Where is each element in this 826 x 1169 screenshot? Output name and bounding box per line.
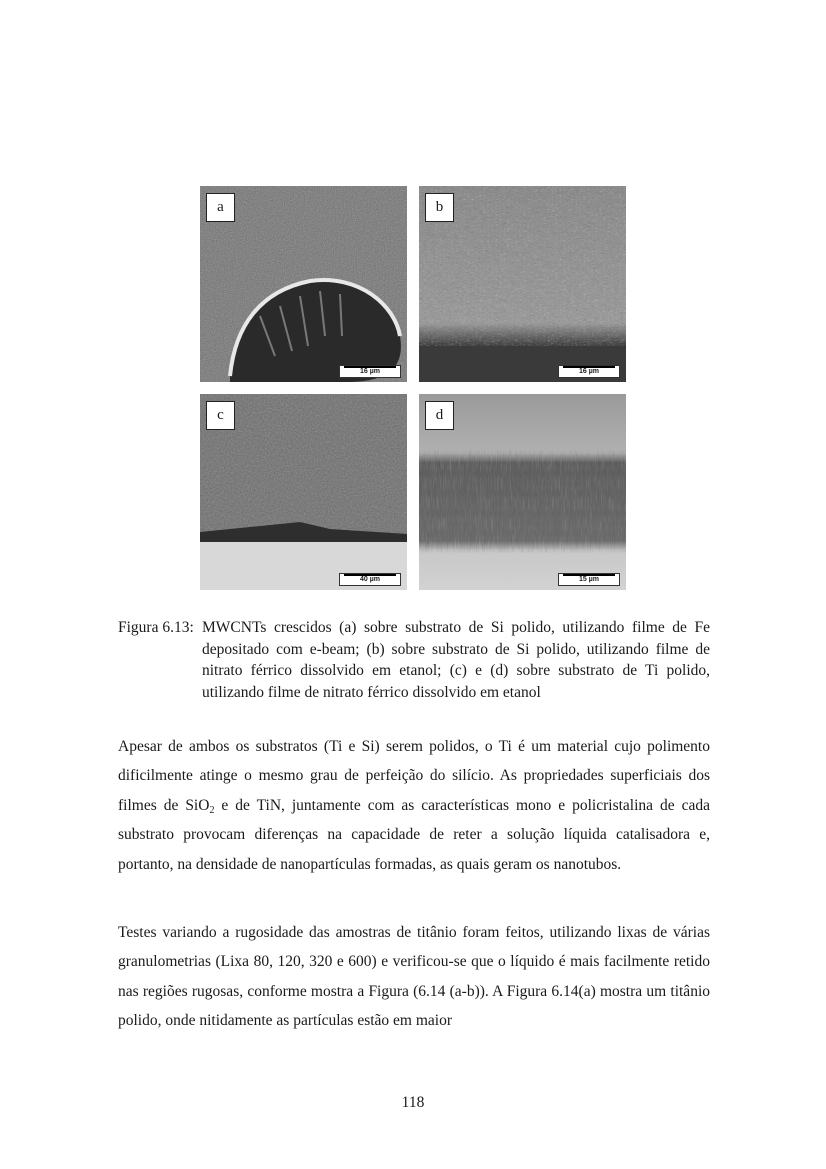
sem-panel-d bbox=[419, 394, 626, 590]
sem-figure bbox=[200, 186, 627, 590]
panel-label-c: c bbox=[206, 401, 235, 430]
scale-bar-b: 16 µm bbox=[558, 365, 620, 378]
sem-panel-a bbox=[200, 186, 407, 382]
panel-label-b: b bbox=[425, 193, 454, 222]
body-paragraph-2: Testes variando a rugosidade das amostras de titânio foram feitos, utilizando lixas de várias granulometrias (Lixa 80, 120, 320 e 600) e verificou-se que o líquido é mais facilmente retido nas regiões rugosas, conforme mostra a Figura (6.14 (a-b)). A Figura 6.14(a) mostra um titânio polido, onde nitidamente as partículas estão em maior bbox=[118, 924, 710, 1030]
body-paragraph-1: Apesar de ambos os substratos (Ti e Si) serem polidos, o Ti é um material cujo polimento dificilmente atinge o mesmo grau de perfeição do silício. As propriedades superficiais dos filmes de SiO$_2$ e de TiN, juntamente com as características mono e policristalina de cada substrato provocam diferenças na capacidade de reter a solução líquida catalisadora e, portanto, na densidade de nanopartículas formadas, as quais geram os nanotubos. bbox=[118, 738, 710, 873]
panel-label-a: a bbox=[206, 193, 235, 222]
panel-label-d: d bbox=[425, 401, 454, 430]
caption-text: MWCNTs crescidos (a) sobre substrato de Si polido, utilizando filme de Fe depositado com e-beam; (b) sobre substrato de Si polido, utilizando filme de nitrato férrico dissolvido em etanol; (c) e (d) sobre substrato de Ti polido, utilizando filme de nitrato férrico dissolvido em etanol bbox=[202, 619, 710, 701]
scale-bar-d: 15 µm bbox=[558, 573, 620, 586]
caption-label: Figura 6.13: bbox=[118, 619, 194, 636]
page-number: 118 bbox=[401, 1094, 425, 1111]
scale-bar-c: 40 µm bbox=[339, 573, 401, 586]
sem-panel-b bbox=[419, 186, 626, 382]
scale-bar-a: 16 µm bbox=[339, 365, 401, 378]
sem-panel-c bbox=[200, 394, 407, 590]
figure-caption bbox=[118, 617, 710, 703]
